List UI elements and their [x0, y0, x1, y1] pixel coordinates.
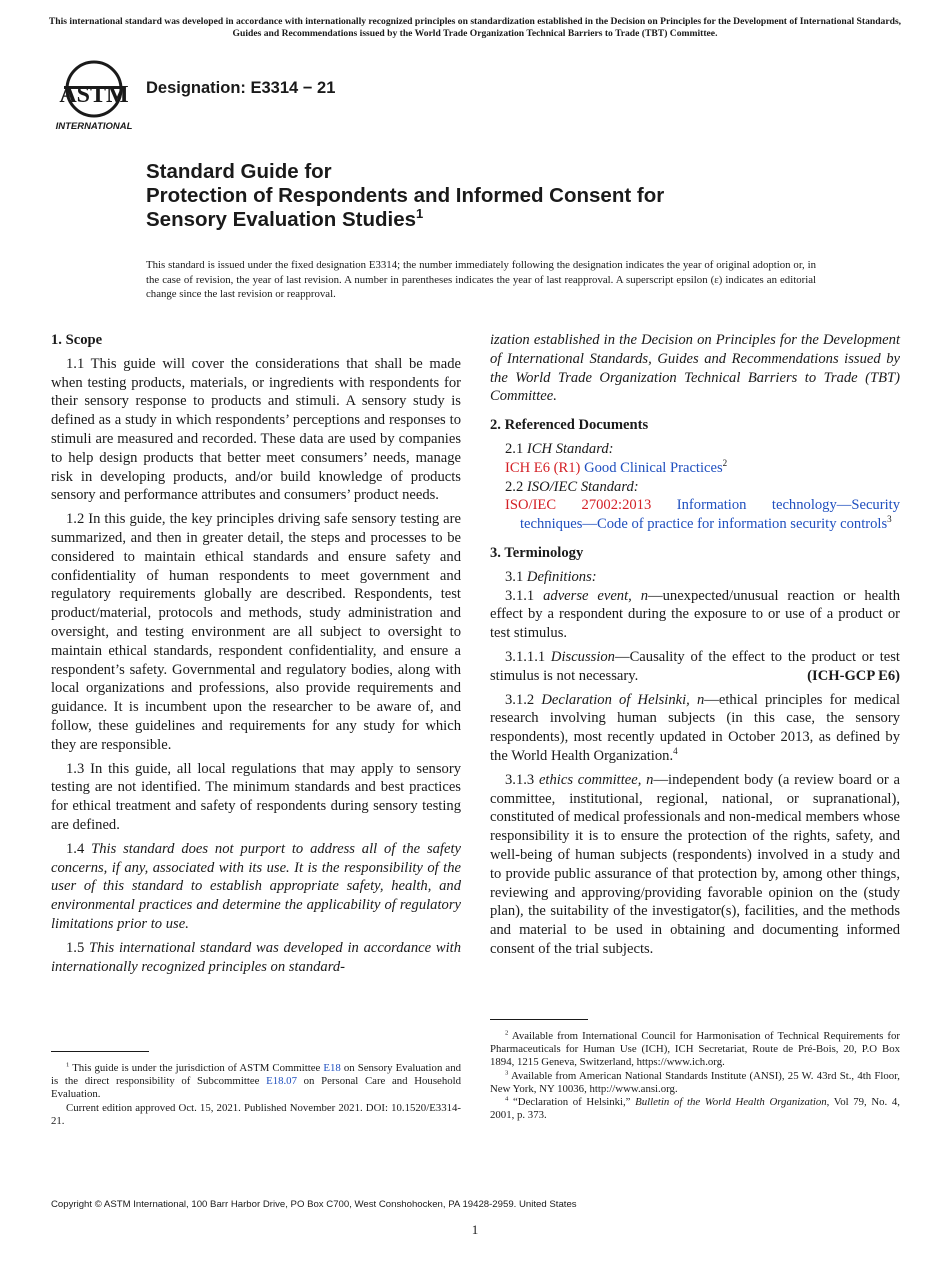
term-3-1-1-text: —unexpected/unusual reaction or health effect by a respondent during the exposure to or use of a product or test stimulus.: [490, 587, 900, 642]
iso-footnote-mark: 3: [887, 514, 892, 525]
term-3-1-1-1-num: 3.1.1.1: [505, 648, 546, 665]
ich-standard-label: [505, 440, 900, 459]
footnote-1-a: This guide is under the jurisdiction of ASTM Committee: [72, 1062, 321, 1074]
footnote-2: [490, 1030, 900, 1070]
terminology-heading: 3. Terminology: [490, 544, 584, 561]
title-line-1: Standard Guide for: [146, 160, 332, 183]
term-ethics-committee: [490, 771, 900, 959]
term-adverse-event-discussion: [490, 648, 900, 686]
scope-1-5-continued: ization established in the Decision on Principles for the Development of International Standards, Guides and Recommendations issued by the World Trade Organization Technical Barriers to Trade (TBT) Committee.: [490, 332, 900, 405]
standard-note: This standard is issued under the fixed designation E3314; the number immediately following the designation indicates the year of original adoption or, in the case of revision, the year of last revision. A number in parentheses indicates the year of last reapproval. A superscript epsilon (ε) indicates an editorial change since the last revision or reapproval.: [146, 259, 816, 301]
definitions-label: [505, 568, 900, 587]
subcommittee-e18-07-link[interactable]: E18.07: [266, 1075, 297, 1088]
term-3-1-3-term: ethics committee, n: [538, 771, 654, 788]
ich-gcp-tag: (ICH-GCP E6): [807, 667, 900, 684]
footnote-2-mark: 2: [505, 1029, 509, 1037]
ich-title-link[interactable]: Good Clinical Practices: [584, 459, 723, 476]
footnote-1-mark: 1: [66, 1061, 70, 1069]
page-number: 1: [471, 1222, 479, 1237]
footnote-1: [51, 1062, 461, 1102]
committee-e18-link[interactable]: E18: [323, 1062, 341, 1074]
footnotes-right: [490, 1019, 900, 1122]
footnote-3-text: Available from American National Standards Institute (ANSI), 25 W. 43rd St., 4th Floor, New York, NY 10036, http://www.ansi.org.: [490, 1069, 900, 1095]
title-line-3-text: Sensory Evaluation Studies: [146, 208, 416, 231]
ich-code-link[interactable]: ICH E6 (R1): [505, 459, 581, 476]
iso-reference: [505, 496, 900, 534]
term-3-1-1-num: 3.1.1: [505, 587, 535, 604]
scope-1-2: 1.2 In this guide, the key principles driving safe sensory testing are summarized, and then in greater detail, the steps and processes to be considered to maintain ethical standards and ensure safety and confidentiality of human respondents to meet government and regulatory requirements globally are described. Respondents, test product/material, protocols and methods, study administration and oversight, and testing environment are all subject to oversight to maintain ethical standards, respondent confidentiality, and ensure a respondent’s safety. Governmental and regulatory bodies, along with local organizations and professions, also provide requirements and guidance. It is incumbent upon the researcher to be aware of, and follow, these guidelines and requirements for any study for which they are responsible.: [51, 511, 461, 753]
term-3-1-2-num: 3.1.2: [505, 691, 535, 708]
definitions-num: 3.1: [505, 568, 524, 585]
document-title: [146, 160, 886, 232]
scope-heading: 1. Scope: [51, 332, 103, 348]
astm-logo: [54, 56, 134, 132]
footnote-1-c: on Personal Care and Household Evaluation.: [51, 1075, 462, 1101]
left-column: [51, 331, 461, 981]
title-line-2: Protection of Respondents and Informed Consent for: [146, 184, 665, 207]
title-footnote-mark: 1: [416, 206, 424, 222]
term-3-1-3-text: —independent body (a review board or a committee, institutional, regional, national, or supranational), constituted of medical professionals and non-medical members whose responsibility it is to ensure the protection of the rights, safety, and well-being of human subjects (respondents) involved in a study and to provide public assurance of that protection by, among other things, reviewing and approving/providing favorable opinion on the (study plan), the suitability of the investigator(s), facilities, and the methods and material to be used in obtaining and documenting informed consent of the trial subjects.: [490, 771, 900, 957]
logo-letters: ASTM: [59, 82, 129, 108]
footnote-2-text: Available from International Council for Harmonisation of Technical Requirements for Pharmaceuticals for Human Use (ICH), ICH Secretariat, Route de Pré-Bois, 20, P.O Box 1894, 1215 Geneva, Switzerland, https://www.ich.org.: [490, 1030, 901, 1069]
iso-label-num: 2.2: [505, 478, 524, 495]
title-line-3: [146, 208, 886, 232]
term-3-1-2-text: —ethical principles for medical research involving human subjects (in this case, the sensory respondents), most recently updated in October 2013, as defined by the World Health Organization.: [490, 691, 901, 764]
scope-1-4-text: This standard does not purport to address all of the safety concerns, if any, associated with its use. It is the responsibility of the user of this standard to establish appropriate safety, health, and environmental practices and determine the applicability of regulatory limitations prior to use.: [51, 840, 461, 932]
footnote-4-b: , Vol 79, No. 4, 2001, p. 373.: [490, 1096, 900, 1122]
footnote-4-journal: Bulletin of the World Health Organization: [635, 1096, 827, 1109]
scope-1-5-num: 1.5: [66, 939, 85, 956]
term-3-1-3-num: 3.1.3: [505, 771, 535, 788]
scope-1-4: [51, 840, 461, 934]
iso-label-text: ISO/IEC Standard:: [526, 478, 639, 495]
footnote-divider: [51, 1051, 149, 1052]
referenced-documents-heading: 2. Referenced Documents: [490, 417, 649, 434]
scope-1-5-text: This international standard was developed in accordance with internationally recognized principles on standard-: [51, 939, 462, 975]
term-3-1-1-term: adverse event, n: [543, 587, 648, 604]
ich-label-num: 2.1: [505, 440, 524, 457]
term-declaration-of-helsinki: [490, 691, 900, 766]
term-adverse-event: [490, 587, 900, 643]
designation: Designation: E3314 − 21: [146, 79, 336, 97]
footnote-4: [490, 1096, 900, 1122]
footnote-3: [490, 1070, 900, 1096]
copyright-notice: Copyright © ASTM International, 100 Barr Harbor Drive, PO Box C700, West Conshohocken, PA 19428-2959. United States: [51, 1199, 577, 1210]
footnote-4-a: “Declaration of Helsinki,”: [512, 1096, 631, 1109]
term-3-1-2-term: Declaration of Helsinki, n: [541, 691, 705, 708]
footnote-3-mark: 3: [505, 1069, 509, 1077]
logo-caption: INTERNATIONAL: [55, 121, 133, 132]
footnote-4-mark: 4: [505, 1095, 509, 1103]
footnote-1-edition: Current edition approved Oct. 15, 2021. Published November 2021. DOI: 10.1520/E3314-21.: [51, 1101, 461, 1127]
footnotes-left: [51, 1051, 461, 1128]
discussion-label: Discussion: [550, 648, 615, 665]
scope-1-1: 1.1 This guide will cover the considerations that shall be made when testing products, materials, or ingredients with respondents for their sensory response to products and stimuli. A sensory study is defined as a study in which respondents’ perceptions and responses to stimuli are measured and recorded. These data are used by companies to help design products that better meet consumers’ needs, manage risk in developing products, and/or build knowledge of products sensory and performance attributes and consumers’ product needs.: [51, 355, 461, 504]
scope-1-4-num: 1.4: [66, 840, 85, 857]
scope-1-3: 1.3 In this guide, all local regulations that may apply to sensory testing are not identified. The minimum standards and best practices for ethical treatment and safety of respondents during sensory testing are defined.: [51, 760, 461, 833]
ich-label-text: ICH Standard:: [526, 440, 614, 457]
scope-1-5: [51, 939, 461, 977]
ich-reference: [505, 459, 900, 478]
iso-code-link[interactable]: ISO/IEC 27002:2013: [505, 497, 652, 514]
iso-standard-label: [505, 478, 900, 497]
iso-title-link[interactable]: Information technology—Security techniques—Code of practice for information security controls: [520, 497, 900, 533]
footnote-divider-right: [490, 1019, 588, 1020]
helsinki-footnote-mark: 4: [673, 746, 678, 757]
definitions-text: Definitions:: [526, 568, 597, 585]
discussion-text: —Causality of the effect to the product or test stimulus is not necessary.: [490, 648, 900, 684]
ich-footnote-mark: 2: [722, 457, 728, 468]
footnote-1-b: on Sensory Evaluation and is the direct responsibility of Subcommittee: [51, 1062, 462, 1088]
header-notice: This international standard was developed in accordance with internationally recognized principles on standardization established in the Decision on Principles for the Development of International Standards, Guides and Recommendations issued by the World Trade Organization Technical Barriers to Trade (TBT) Committee.: [48, 16, 902, 39]
right-column: [490, 331, 900, 964]
astm-logo-graphic: [54, 56, 134, 132]
